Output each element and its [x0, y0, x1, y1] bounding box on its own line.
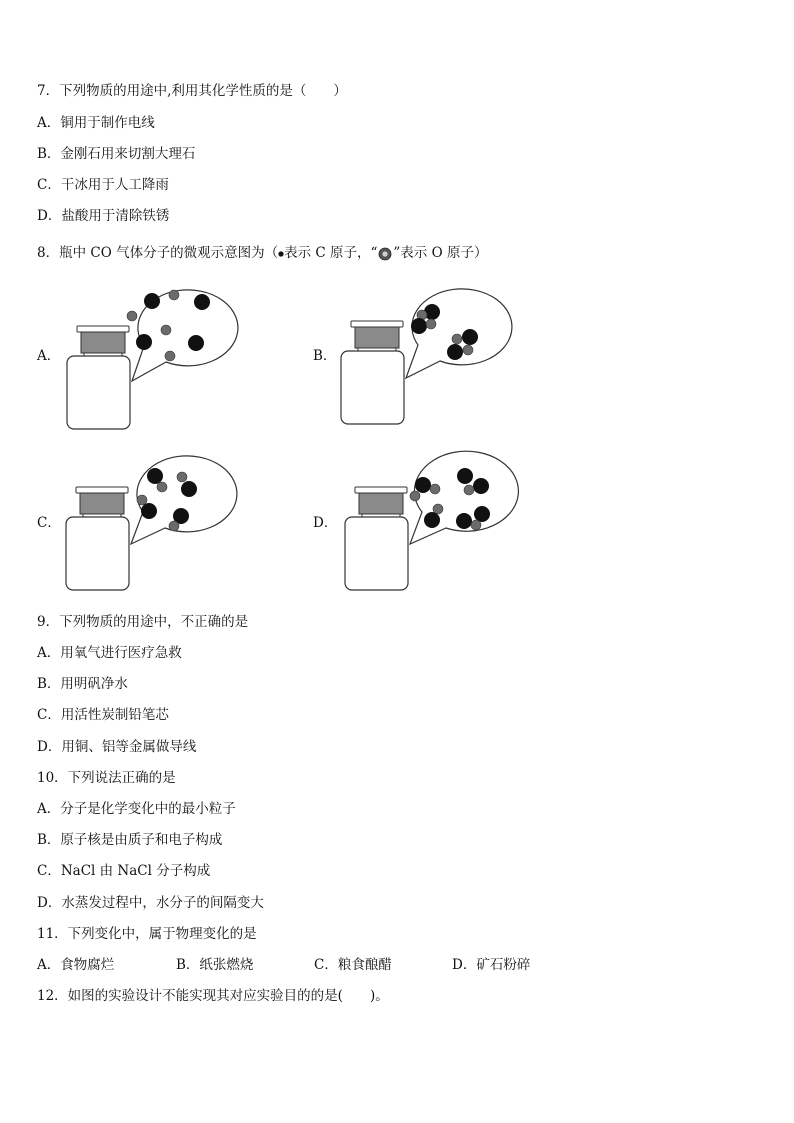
oxygen-atom — [161, 325, 171, 335]
q8-option-a-label: A． — [37, 348, 61, 364]
q8-figure-c — [60, 452, 230, 597]
q7-option-a: A．铜用于制作电线 — [37, 115, 155, 131]
oxygen-atom — [169, 521, 179, 531]
gas-bottle-icon — [67, 326, 130, 429]
q8-option-b-label: B． — [313, 348, 337, 364]
carbon-atom — [188, 335, 204, 351]
q10-option-d: D．水蒸发过程中，水分子的间隔变大 — [37, 895, 264, 911]
q8-stem-pre: 8．瓶中 CO 气体分子的微观示意图为（ — [37, 245, 279, 261]
q11-stem: 11．下列变化中，属于物理变化的是 — [37, 926, 257, 942]
q7-stem: 7．下列物质的用途中,利用其化学性质的是（ ） — [37, 83, 347, 99]
carbon-atom — [473, 478, 489, 494]
q11-option-a: A．食物腐烂 — [37, 957, 115, 973]
oxygen-atom — [463, 345, 473, 355]
q9-option-a: A．用氧气进行医疗急救 — [37, 645, 182, 661]
oxygen-atom — [452, 334, 462, 344]
carbon-atom — [415, 477, 431, 493]
q8-figure-b — [336, 283, 506, 433]
oxygen-atom — [430, 484, 440, 494]
q7-option-b: B．金刚石用来切割大理石 — [37, 146, 196, 162]
carbon-atom — [141, 503, 157, 519]
carbon-atom — [136, 334, 152, 350]
oxygen-atom — [464, 485, 474, 495]
q8-stem-post: ”表示 O 原子） — [393, 245, 488, 261]
q10-stem: 10．下列说法正确的是 — [37, 770, 176, 786]
oxygen-atom-legend-icon — [377, 246, 393, 262]
q8-figure-a — [60, 278, 230, 433]
q9-stem: 9．下列物质的用途中，不正确的是 — [37, 614, 249, 630]
oxygen-atom — [471, 520, 481, 530]
q8-option-c-label: C． — [37, 515, 61, 531]
oxygen-atom — [165, 351, 175, 361]
q8-stem — [37, 244, 487, 262]
oxygen-atom — [157, 482, 167, 492]
q8-option-d-label: D． — [313, 515, 338, 531]
q10-option-c: C．NaCl 由 NaCl 分子构成 — [37, 863, 211, 879]
q7-option-d: D．盐酸用于清除铁锈 — [37, 208, 170, 224]
q11-option-b: B．纸张燃烧 — [176, 957, 254, 973]
carbon-atom — [181, 481, 197, 497]
carbon-atom — [456, 513, 472, 529]
q8-figure-d — [336, 452, 516, 597]
q12-stem: 12．如图的实验设计不能实现其对应实验目的的是( )。 — [37, 988, 389, 1004]
gas-bottle-icon — [66, 487, 129, 590]
oxygen-atom — [410, 491, 420, 501]
carbon-atom — [447, 344, 463, 360]
q11-options-row — [37, 956, 577, 974]
carbon-atom — [474, 506, 490, 522]
carbon-atom — [194, 294, 210, 310]
q9-option-d: D．用铜、铝等金属做导线 — [37, 739, 197, 755]
carbon-atom — [144, 293, 160, 309]
q11-option-c: C．粮食酿醋 — [314, 957, 392, 973]
carbon-atom — [457, 468, 473, 484]
carbon-atom — [462, 329, 478, 345]
q8-stem-mid: 表示 C 原子，“ — [284, 245, 378, 261]
oxygen-atom — [169, 290, 179, 300]
carbon-atom — [424, 512, 440, 528]
gas-bottle-icon — [345, 487, 408, 590]
oxygen-atom — [177, 472, 187, 482]
oxygen-atom — [137, 495, 147, 505]
q9-option-b: B．用明矾净水 — [37, 676, 128, 692]
q11-option-d: D．矿石粉碎 — [452, 957, 531, 973]
q10-option-b: B．原子核是由质子和电子构成 — [37, 832, 223, 848]
q10-option-a: A．分子是化学变化中的最小粒子 — [37, 801, 236, 817]
carbon-atom — [411, 318, 427, 334]
oxygen-atom — [127, 311, 137, 321]
q9-option-c: C．用活性炭制铅笔芯 — [37, 707, 169, 723]
speech-bubble — [410, 451, 518, 544]
oxygen-atom — [426, 319, 436, 329]
carbon-atom — [147, 468, 163, 484]
gas-bottle-icon — [341, 321, 404, 424]
q7-option-c: C．干冰用于人工降雨 — [37, 177, 169, 193]
